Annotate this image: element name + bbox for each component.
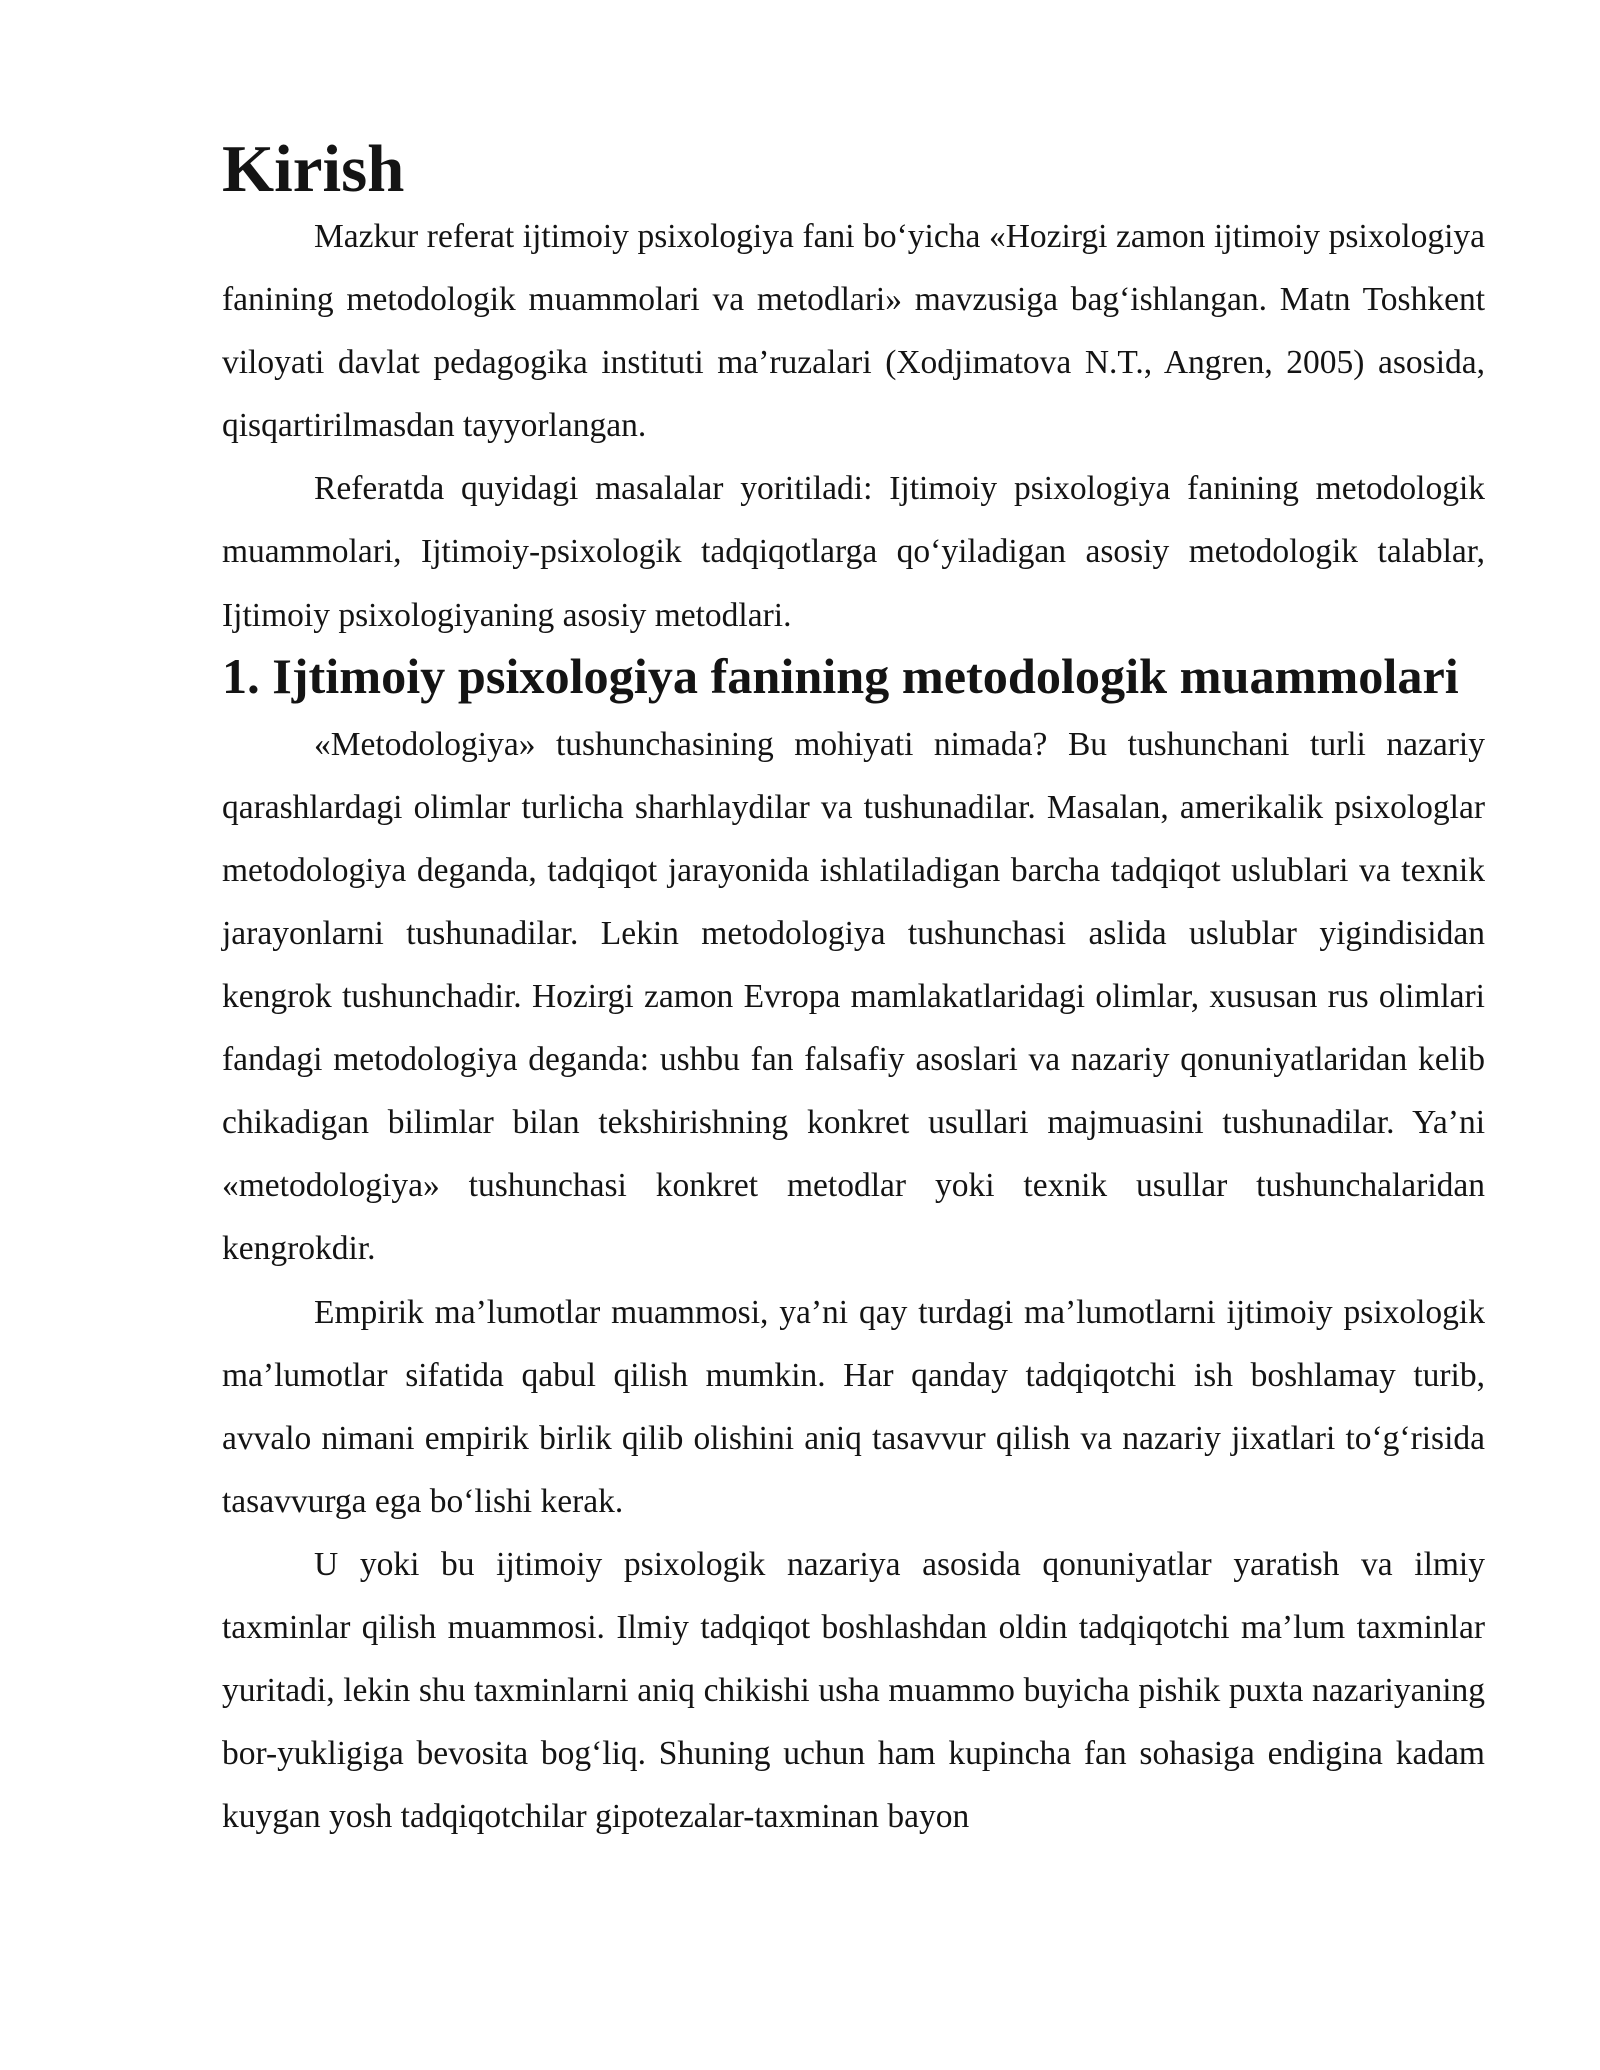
- intro-paragraph-2: Referatda quyidagi masalalar yoritiladi: Ijtimoiy psixologiya fanining metodologik muammolari, Ijtimoiy-psixologik tadqiqotlarga qo‘yiladigan asosiy metodologik talablar, Ijtimoiy psixologiyaning asosiy metodlari.: [222, 470, 1485, 634]
- document-page: [222, 132, 1485, 1848]
- section-paragraph-1: «Metodologiya» tushunchasining mohiyati nimada? Bu tushunchani turli nazariy qarashlardagi olimlar turlicha sharhlaydilar va tushunadilar. Masalan, amerikalik psixologlar metodologiya deganda, tadqiqot jarayonida ishlatiladigan barcha tadqiqot uslublari va texnik jarayonlarni tushunadilar. Lekin metodologiya tushunchasi aslida uslublar yigindisidan kengrok tushunchadir. Hozirgi zamon Evropa mamlakatlaridagi olimlar, xususan rus olimlari fandagi metodologiya deganda: ushbu fan falsafiy asoslari va nazariy qonuniyatlaridan kelib chikadigan bilimlar bilan tekshirishning konkret usullari majmuasini tushunadilar. Ya’ni «metodologiya» tushunchasi konkret metodlar yoki texnik usullar tushunchalaridan kengrokdir.: [222, 725, 1485, 1268]
- intro-paragraph-1: Mazkur referat ijtimoiy psixologiya fani bo‘yicha «Hozirgi zamon ijtimoiy psixologiya fanining metodologik muammolari va metodlari» mavzusiga bag‘ishlangan. Matn Toshkent viloyati davlat pedagogika instituti ma’ruzalari (Xodjimatova N.T., Angren, 2005) asosida, qisqartirilmasdan tayyorlangan.: [222, 218, 1485, 445]
- section-paragraph-2: Empirik ma’lumotlar muammosi, ya’ni qay turdagi ma’lumotlarni ijtimoiy psixologik ma’lumotlar sifatida qabul qilish mumkin. Har qanday tadqiqotchi ish boshlamay turib, avvalo nimani empirik birlik qilib olishini aniq tasavvur qilish va nazariy jixatlari to‘g‘risida tasavvurga ega bo‘lishi kerak.: [222, 1293, 1485, 1520]
- intro-heading: Kirish: [222, 132, 405, 206]
- section-heading: 1. Ijtimoiy psixologiya fanining metodologik muammolari: [222, 647, 1459, 704]
- section-paragraph-3: U yoki bu ijtimoiy psixologik nazariya asosida qonuniyatlar yaratish va ilmiy taxminlar qilish muammosi. Ilmiy tadqiqot boshlashdan oldin tadqiqotchi ma’lum taxminlar yuritadi, lekin shu taxminlarni aniq chikishi usha muammo buyicha pishik puxta nazariyaning bor-yukligiga bevosita bog‘liq. Shuning uchun ham kupincha fan sohasiga endigina kadam kuygan yosh tadqiqotchilar gipotezalar-taxminan bayon: [222, 1545, 1485, 1836]
